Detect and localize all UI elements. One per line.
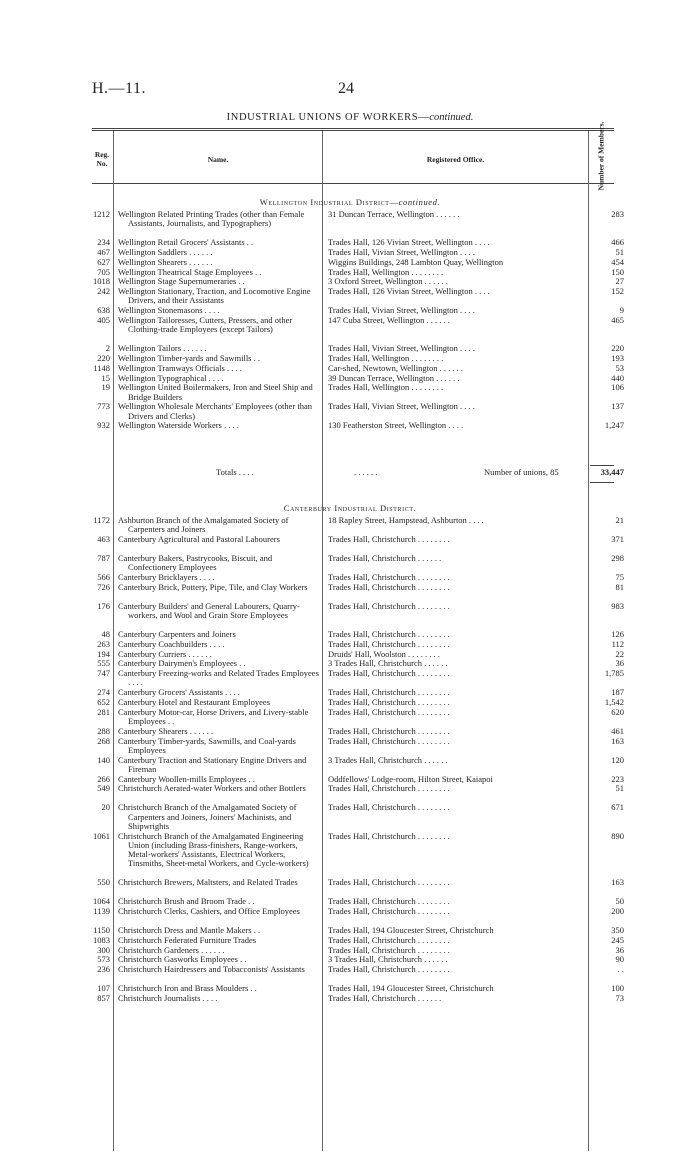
union-name-text: Christchurch Dress and Mantle Makers . .: [118, 925, 261, 935]
member-count: 1,542: [604, 697, 624, 707]
table-top-rule: [92, 128, 614, 129]
union-name-text: Wellington Shearers . . . . . .: [118, 256, 213, 267]
registered-office: Trades Hall, Christchurch . . . . . . . .: [328, 600, 450, 611]
registered-office: Trades Hall, Wellington . . . . . . . .: [328, 382, 444, 393]
union-name: [118, 316, 322, 334]
table-top-rule-double: [92, 130, 614, 131]
registered-office: Trades Hall, Vivian Street, Wellington . . . .: [328, 247, 475, 257]
reg-number: 550: [97, 877, 110, 888]
member-count: 21: [615, 515, 624, 525]
union-name: [118, 737, 322, 755]
registered-office: Trades Hall, Vivian Street, Wellington . . . .: [328, 343, 475, 354]
union-name-text: Ashburton Branch of the Amalgamated Society of Carpenters and Joiners: [118, 515, 289, 535]
member-count: 22: [615, 648, 624, 659]
member-count: 9: [619, 305, 624, 316]
reg-number: 176: [97, 600, 110, 611]
union-name-text: Canterbury Shearers . . . . . .: [118, 725, 214, 736]
union-name-text: Canterbury Coachbuilders . . . .: [118, 638, 225, 649]
union-name-text: Canterbury Motor-car, Horse Drivers, and Livery-stable Employees . .: [118, 706, 309, 726]
registered-office: Trades Hall, Christchurch . . . . . . . .: [328, 964, 450, 975]
reg-number: 1061: [93, 830, 110, 841]
reg-number: 705: [97, 266, 110, 277]
registered-office: 147 Cuba Street, Wellington . . . . . .: [328, 315, 450, 325]
union-name: [118, 878, 322, 887]
member-count: 223: [611, 773, 624, 784]
registered-office: Trades Hall, Christchurch . . . . . . . .: [328, 697, 450, 707]
section-title-wellington: [0, 197, 700, 207]
union-name-text: Wellington Theatrical Stage Employees . .: [118, 266, 262, 277]
reg-number: 566: [97, 572, 110, 582]
member-count: 81: [615, 581, 624, 592]
totals-unions: Number of unions, 85: [484, 467, 559, 477]
union-name: [118, 554, 322, 572]
registered-office: Trades Hall, Christchurch . . . . . . . .: [328, 944, 450, 955]
reg-number: 268: [97, 735, 110, 746]
reg-number: 627: [97, 256, 110, 267]
reg-number: 1150: [93, 925, 110, 935]
reg-number: 573: [97, 954, 110, 965]
section-title-canterbury: Canterbury Industrial District.: [283, 503, 417, 513]
union-name-text: Christchurch Gardeners . . . . . .: [118, 944, 225, 955]
registered-office: Trades Hall, 126 Vivian Street, Wellington . . . .: [328, 237, 490, 248]
reg-number: 1064: [93, 896, 110, 907]
union-name: [118, 573, 322, 582]
reg-number: 638: [97, 305, 110, 316]
registered-office: Trades Hall, Christchurch . . . . . . . .: [328, 896, 450, 907]
reg-number: 747: [97, 668, 110, 679]
union-name: [118, 602, 322, 620]
member-count: 27: [615, 276, 624, 287]
registered-office: Trades Hall, Christchurch . . . . . . . .: [328, 877, 450, 888]
totals-label: Totals . . . .: [216, 467, 254, 477]
reg-number: 787: [97, 553, 110, 563]
registered-office: Car-shed, Newtown, Wellington . . . . . .: [328, 362, 463, 373]
registered-office: Trades Hall, Christchurch . . . . . . . .: [328, 572, 450, 582]
union-name-text: Wellington Related Printing Trades (other than Female Assistants, Journalists, and Typographers): [118, 209, 305, 229]
title-suffix: continued.: [429, 112, 474, 123]
member-count: 36: [615, 944, 624, 955]
reg-number: 15: [101, 372, 110, 383]
reg-number: 19: [101, 382, 110, 393]
member-count: 465: [611, 315, 624, 325]
union-name: [118, 535, 322, 544]
union-name-text: Christchurch Branch of the Amalgamated Society of Carpenters and Joiners, Joiners' Machinists, and Shipwrights: [118, 802, 297, 831]
reg-number: 220: [97, 353, 110, 363]
union-name-text: Christchurch Gasworks Employees . .: [118, 954, 247, 965]
page-title: [0, 112, 700, 123]
reg-number: 1018: [93, 276, 110, 287]
union-name-text: Christchurch Brush and Broom Trade . .: [118, 896, 255, 907]
reg-number: 1148: [93, 362, 110, 373]
union-name-text: Wellington Stationary, Traction, and Locomotive Engine Drivers, and their Assistants: [118, 286, 311, 306]
reg-number: 2: [105, 343, 110, 354]
union-name-text: Wellington Saddlers . . . . . .: [118, 247, 213, 257]
union-name: [118, 688, 322, 697]
member-count: 454: [611, 256, 624, 267]
member-count: 890: [611, 830, 624, 841]
union-name: [118, 669, 322, 687]
reg-number: 48: [101, 629, 110, 639]
member-count: 187: [611, 687, 624, 698]
union-name-text: Christchurch Federated Furniture Trades: [118, 934, 257, 945]
union-name: [118, 383, 322, 401]
member-count: 120: [611, 754, 624, 765]
column-divider-reg: [113, 131, 114, 1151]
reg-number: 1172: [93, 515, 110, 525]
page-number: 24: [338, 80, 354, 97]
union-name: [118, 287, 322, 305]
member-count: 73: [615, 993, 624, 1003]
reg-number: 263: [97, 638, 110, 649]
registered-office: Trades Hall, Christchurch . . . . . .: [328, 993, 442, 1003]
registered-office: 39 Duncan Terrace, Wellington . . . . . .: [328, 372, 460, 383]
union-name-text: Canterbury Builders' and General Labourers, Quarry-workers, and Wool and Grain Store Employees: [118, 600, 300, 620]
member-count: 106: [611, 382, 624, 393]
member-count: 220: [611, 343, 624, 354]
reg-number: 773: [97, 401, 110, 412]
column-header-members: [591, 121, 611, 191]
union-name: [118, 832, 322, 869]
registered-office: Trades Hall, Christchurch . . . . . . . .: [328, 581, 450, 592]
reg-number: 242: [97, 286, 110, 297]
union-name: [118, 583, 322, 592]
union-name: [118, 756, 322, 774]
registered-office: Wiggins Buildings, 248 Lambton Quay, Wellington: [328, 256, 504, 267]
union-name: [118, 344, 322, 353]
member-count: 112: [611, 638, 624, 649]
member-count: 1,785: [604, 668, 624, 679]
union-name-text: Canterbury Grocers' Assistants . . . .: [118, 687, 240, 698]
union-name: [118, 516, 322, 534]
union-name: [118, 238, 322, 247]
member-count: 163: [611, 877, 624, 888]
reg-number: 1083: [93, 934, 110, 945]
member-count: 152: [611, 286, 624, 297]
union-name: [118, 248, 322, 257]
registered-office: Trades Hall, Christchurch . . . . . . . .: [328, 830, 450, 841]
reg-number: 726: [97, 581, 110, 592]
registered-office: Trades Hall, Vivian Street, Wellington . . . .: [328, 305, 475, 316]
union-name: [118, 402, 322, 420]
reg-number: 194: [97, 648, 110, 659]
union-name: [118, 994, 322, 1003]
registered-office: Trades Hall, 194 Gloucester Street, Christchurch: [328, 925, 494, 935]
union-name: [118, 354, 322, 363]
union-name: [118, 421, 322, 430]
union-name-text: Wellington Stonemasons . . . .: [118, 305, 220, 316]
member-count: . .: [617, 964, 624, 975]
title-main: INDUSTRIAL UNIONS OF WORKERS—: [226, 112, 430, 123]
union-name-text: Christchurch Iron and Brass Moulders . .: [118, 983, 257, 994]
member-count: 126: [611, 629, 624, 639]
reg-number: 236: [97, 964, 110, 975]
union-name-text: Wellington Timber-yards and Sawmills . .: [118, 353, 260, 363]
registered-office: Trades Hall, Vivian Street, Wellington . . . .: [328, 401, 475, 412]
member-count: 75: [615, 572, 624, 582]
union-name-text: Canterbury Bricklayers . . . .: [118, 572, 215, 582]
reg-number: 463: [97, 534, 110, 544]
union-name-text: Canterbury Timber-yards, Sawmills, and Coal-yards Employees: [118, 735, 296, 755]
union-name: [118, 897, 322, 906]
union-name-text: Christchurch Brewers, Maltsters, and Related Trades: [118, 877, 298, 888]
registered-office: 18 Rapley Street, Hampstead, Ashburton . . . .: [328, 515, 484, 525]
union-name: [118, 936, 322, 945]
registered-office: 3 Trades Hall, Christchurch . . . . . .: [328, 954, 448, 965]
reg-number: 1139: [93, 906, 110, 916]
registered-office: Trades Hall, Christchurch . . . . . . . .: [328, 783, 450, 794]
totals-rule-top: [590, 465, 614, 466]
registered-office: Trades Hall, Christchurch . . . . . . . .: [328, 725, 450, 736]
union-name: [118, 640, 322, 649]
union-name: [118, 965, 322, 974]
union-name: [118, 698, 322, 707]
union-name-text: Canterbury Hotel and Restaurant Employees: [118, 697, 271, 707]
member-count: 53: [615, 362, 624, 373]
member-count: 100: [611, 983, 624, 994]
union-name-text: Wellington Stage Supernumeraries . .: [118, 276, 245, 287]
union-name-text: Wellington Tailors . . . . . .: [118, 343, 207, 354]
member-count: 298: [611, 553, 624, 563]
registered-office: Trades Hall, Christchurch . . . . . . . .: [328, 668, 450, 679]
registered-office: Trades Hall, Christchurch . . . . . . . .: [328, 534, 450, 544]
union-name-text: Christchurch Hairdressers and Tobacconists' Assistants: [118, 964, 305, 975]
reg-number: 20: [101, 802, 110, 813]
union-name: [118, 926, 322, 935]
union-name: [118, 210, 322, 228]
union-name-text: Christchurch Clerks, Cashiers, and Office Employees: [118, 906, 300, 916]
reg-number: 288: [97, 725, 110, 736]
reg-number: 405: [97, 315, 110, 325]
union-name-text: Canterbury Brick, Pottery, Pipe, Tile, and Clay Workers: [118, 581, 308, 592]
totals-dots: . . . . . .: [354, 467, 378, 477]
section-title-wellington-suffix: continued.: [398, 197, 441, 207]
union-name-text: Wellington Wholesale Merchants' Employees (other than Drivers and Clerks): [118, 401, 313, 421]
reg-number: 555: [97, 658, 110, 669]
union-name: [118, 306, 322, 315]
member-count: 371: [611, 534, 624, 544]
member-count: 461: [611, 725, 624, 736]
union-name-text: Canterbury Woollen-mills Employees . .: [118, 773, 256, 784]
union-name-text: Wellington Tramways Officials . . . .: [118, 362, 242, 373]
union-name-text: Canterbury Dairymen's Employees . .: [118, 658, 246, 669]
column-header-reg: Reg. No.: [94, 150, 110, 168]
totals-rule-bottom: [590, 482, 614, 483]
registered-office: Trades Hall, Christchurch . . . . . . . .: [328, 638, 450, 649]
union-name-text: Canterbury Traction and Stationary Engine Drivers and Fireman: [118, 754, 307, 774]
member-count: 50: [615, 896, 624, 907]
union-name: [118, 803, 322, 831]
registered-office: Trades Hall, Wellington . . . . . . . .: [328, 353, 444, 363]
union-name-text: Christchurch Aerated-water Workers and other Bottlers: [118, 783, 306, 794]
reg-number: 140: [97, 754, 110, 765]
reg-number: 281: [97, 706, 110, 717]
union-name: [118, 784, 322, 793]
column-header-members-label: Number of Members.: [596, 121, 606, 191]
registered-office: Trades Hall, Christchurch . . . . . . . .: [328, 629, 450, 639]
registered-office: Trades Hall, Christchurch . . . . . . . .: [328, 687, 450, 698]
union-name-text: Canterbury Curriers . . . . . .: [118, 648, 212, 659]
reg-number: 857: [97, 993, 110, 1003]
member-count: 36: [615, 658, 624, 669]
union-name-text: Wellington Typographical . . . .: [118, 372, 224, 383]
member-count: 200: [611, 906, 624, 916]
union-name-text: Christchurch Branch of the Amalgamated Engineering Union (including Brass-finishers, Range-workers, Metal-workers' Assistants, Electrical Workers, Tinsmiths, Sheet-metal Workers, and Cycle-workers): [118, 830, 309, 869]
reg-number: 266: [97, 773, 110, 784]
registered-office: Trades Hall, Christchurch . . . . . . . .: [328, 934, 450, 945]
registered-office: Trades Hall, Christchurch . . . . . . . .: [328, 706, 450, 717]
registered-office: Trades Hall, Wellington . . . . . . . .: [328, 266, 444, 277]
reg-number: 234: [97, 237, 110, 248]
union-name-text: Wellington Waterside Workers . . . .: [118, 420, 239, 431]
table-header-rule: [92, 183, 614, 184]
registered-office: Trades Hall, Christchurch . . . . . . . .: [328, 802, 450, 813]
registered-office: 3 Oxford Street, Wellington . . . . . .: [328, 276, 449, 287]
member-count: 51: [615, 783, 624, 794]
registered-office: Trades Hall, Christchurch . . . . . .: [328, 553, 442, 563]
union-name: [118, 630, 322, 639]
union-name-text: Canterbury Bakers, Pastrycooks, Biscuit, and Confectionery Employees: [118, 553, 273, 573]
registered-office: Oddfellows' Lodge-room, Hilton Street, Kaiapoi: [328, 773, 493, 784]
registered-office: 130 Featherston Street, Wellington . . . .: [328, 420, 464, 431]
member-count: 350: [611, 925, 624, 935]
union-name: [118, 727, 322, 736]
section-title-wellington-text: Wellington Industrial District—: [259, 197, 399, 207]
column-header-office: Registered Office.: [426, 155, 485, 164]
registered-office: 3 Trades Hall, Christchurch . . . . . .: [328, 754, 448, 765]
reg-number: 274: [97, 687, 110, 698]
member-count: 163: [611, 735, 624, 746]
union-name: [118, 907, 322, 916]
member-count: 90: [615, 954, 624, 965]
member-count: 466: [611, 237, 624, 248]
union-name-text: Wellington United Boilermakers, Iron and Steel Ship and Bridge Builders: [118, 382, 313, 402]
column-divider-name: [322, 131, 323, 1151]
member-count: 983: [611, 600, 624, 611]
registered-office: Trades Hall, 126 Vivian Street, Wellington . . . .: [328, 286, 490, 297]
member-count: 51: [615, 247, 624, 257]
page-reference: H.—11.: [92, 80, 146, 97]
registered-office: 3 Trades Hall, Christchurch . . . . . .: [328, 658, 448, 669]
member-count: 150: [611, 266, 624, 277]
member-count: 283: [611, 209, 624, 219]
union-name: [118, 364, 322, 373]
reg-number: 549: [97, 783, 110, 794]
union-name: [118, 708, 322, 726]
reg-number: 1212: [93, 209, 110, 219]
member-count: 137: [611, 401, 624, 412]
member-count: 245: [611, 934, 624, 945]
union-name-text: Christchurch Journalists . . . .: [118, 993, 218, 1003]
registered-office: Trades Hall, Christchurch . . . . . . . .: [328, 906, 450, 916]
reg-number: 107: [97, 983, 110, 994]
union-name-text: Canterbury Carpenters and Joiners: [118, 629, 236, 639]
member-count: 620: [611, 706, 624, 717]
member-count: 1,247: [604, 420, 624, 431]
union-name-text: Canterbury Agricultural and Pastoral Labourers: [118, 534, 280, 544]
member-count: 440: [611, 372, 624, 383]
reg-number: 652: [97, 697, 110, 707]
reg-number: 300: [97, 944, 110, 955]
member-count: 671: [611, 802, 624, 813]
registered-office: 31 Duncan Terrace, Wellington . . . . . .: [328, 209, 460, 219]
union-name-text: Canterbury Freezing-works and Related Trades Employees . . . .: [118, 668, 319, 688]
union-name: [118, 258, 322, 267]
union-name-text: Wellington Retail Grocers' Assistants . .: [118, 237, 254, 248]
column-header-name: Name.: [207, 155, 229, 164]
reg-number: 932: [97, 420, 110, 431]
union-name: [118, 984, 322, 993]
member-count: 193: [611, 353, 624, 363]
totals-members: 33,447: [600, 467, 624, 477]
registered-office: Trades Hall, 194 Gloucester Street, Christchurch: [328, 983, 494, 994]
reg-number: 467: [97, 247, 110, 257]
registered-office: Trades Hall, Christchurch . . . . . . . .: [328, 735, 450, 746]
registered-office: Druids' Hall, Woolston . . . . . . . .: [328, 648, 440, 659]
union-name-text: Wellington Tailoresses, Cutters, Pressers, and other Clothing-trade Employees (except Tailors): [118, 315, 293, 335]
